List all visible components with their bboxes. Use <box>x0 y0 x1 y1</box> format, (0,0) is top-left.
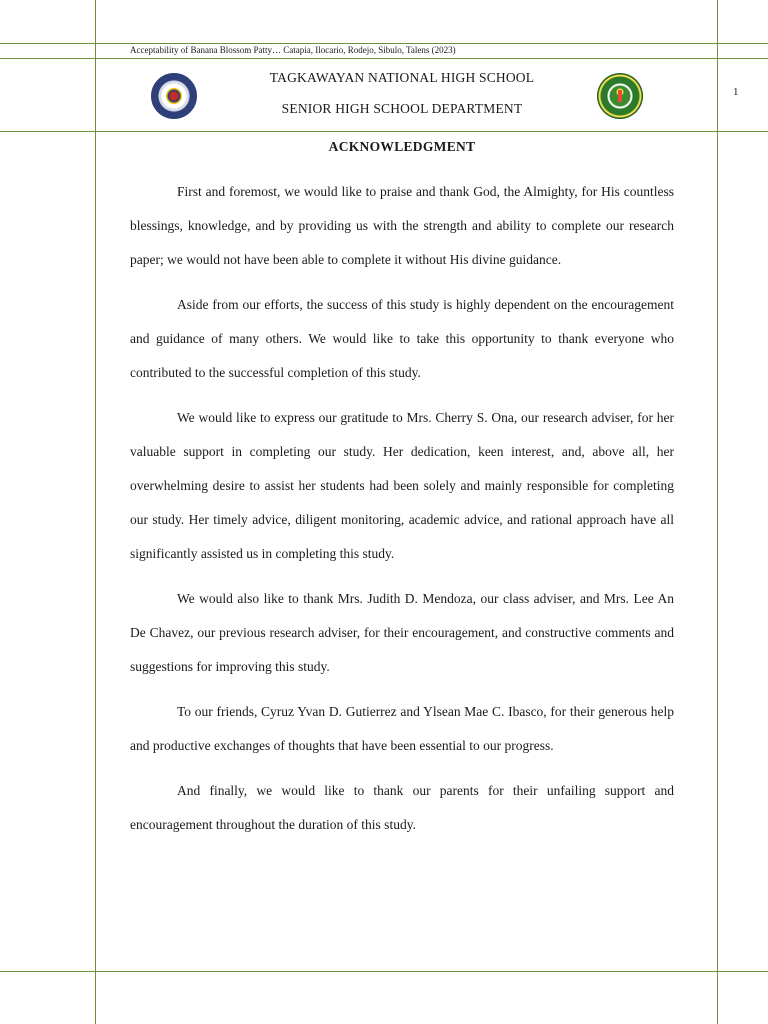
paragraph: We would like to express our gratitude to Mrs. Cherry S. Ona, our research adviser, for her valuable support in completing our study. Her dedication, keen interest, and, above all, her overwhelming desire to assist her students had been solely and mainly responsible for completing our study. Her timely advice, diligent monitoring, academic advice, and rational approach have all significantly assisted us in completing this study. <box>130 410 674 561</box>
paragraph: First and foremost, we would like to praise and thank God, the Almighty, for His countless blessings, knowledge, and by providing us with the strength and ability to complete our research paper; we would not have been able to complete it without His divine guidance. <box>130 184 674 267</box>
deped-seal-logo <box>151 73 197 119</box>
paragraph: And finally, we would like to thank our parents for their unfailing support and encouragement throughout the duration of this study. <box>130 783 674 832</box>
school-name: TAGKAWAYAN NATIONAL HIGH SCHOOL <box>269 70 535 85</box>
header-rule <box>0 58 768 59</box>
department-name: SENIOR HIGH SCHOOL DEPARTMENT <box>281 101 523 116</box>
document-body <box>130 175 674 853</box>
footer-rule <box>0 971 768 972</box>
running-head: Acceptability of Banana Blossom Patty… Catapia, Ilocario, Rodejo, Sibulo, Talens (2023) <box>130 45 456 55</box>
school-seal-logo <box>597 73 643 119</box>
paragraph: Aside from our efforts, the success of this study is highly dependent on the encouragement and guidance of many others. We would like to take this opportunity to thank everyone who contributed to the successful completion of this study. <box>130 297 674 380</box>
document-title: ACKNOWLEDGMENT <box>328 139 476 154</box>
paragraph: We would also like to thank Mrs. Judith D. Mendoza, our class adviser, and Mrs. Lee An De Chavez, our previous research adviser, for their encouragement, and constructive comments and suggestions for improving this study. <box>130 591 674 674</box>
paragraph: To our friends, Cyruz Yvan D. Gutierrez and Ylsean Mae C. Ibasco, for their generous help and productive exchanges of thoughts that have been essential to our progress. <box>130 704 674 753</box>
page-number: 1 <box>733 86 739 98</box>
school-seal-emblem-icon <box>612 86 628 106</box>
deped-seal-emblem-icon <box>166 88 182 104</box>
left-margin-line <box>95 0 96 1024</box>
right-margin-line <box>717 0 718 1024</box>
header-bottom-rule <box>0 131 768 132</box>
